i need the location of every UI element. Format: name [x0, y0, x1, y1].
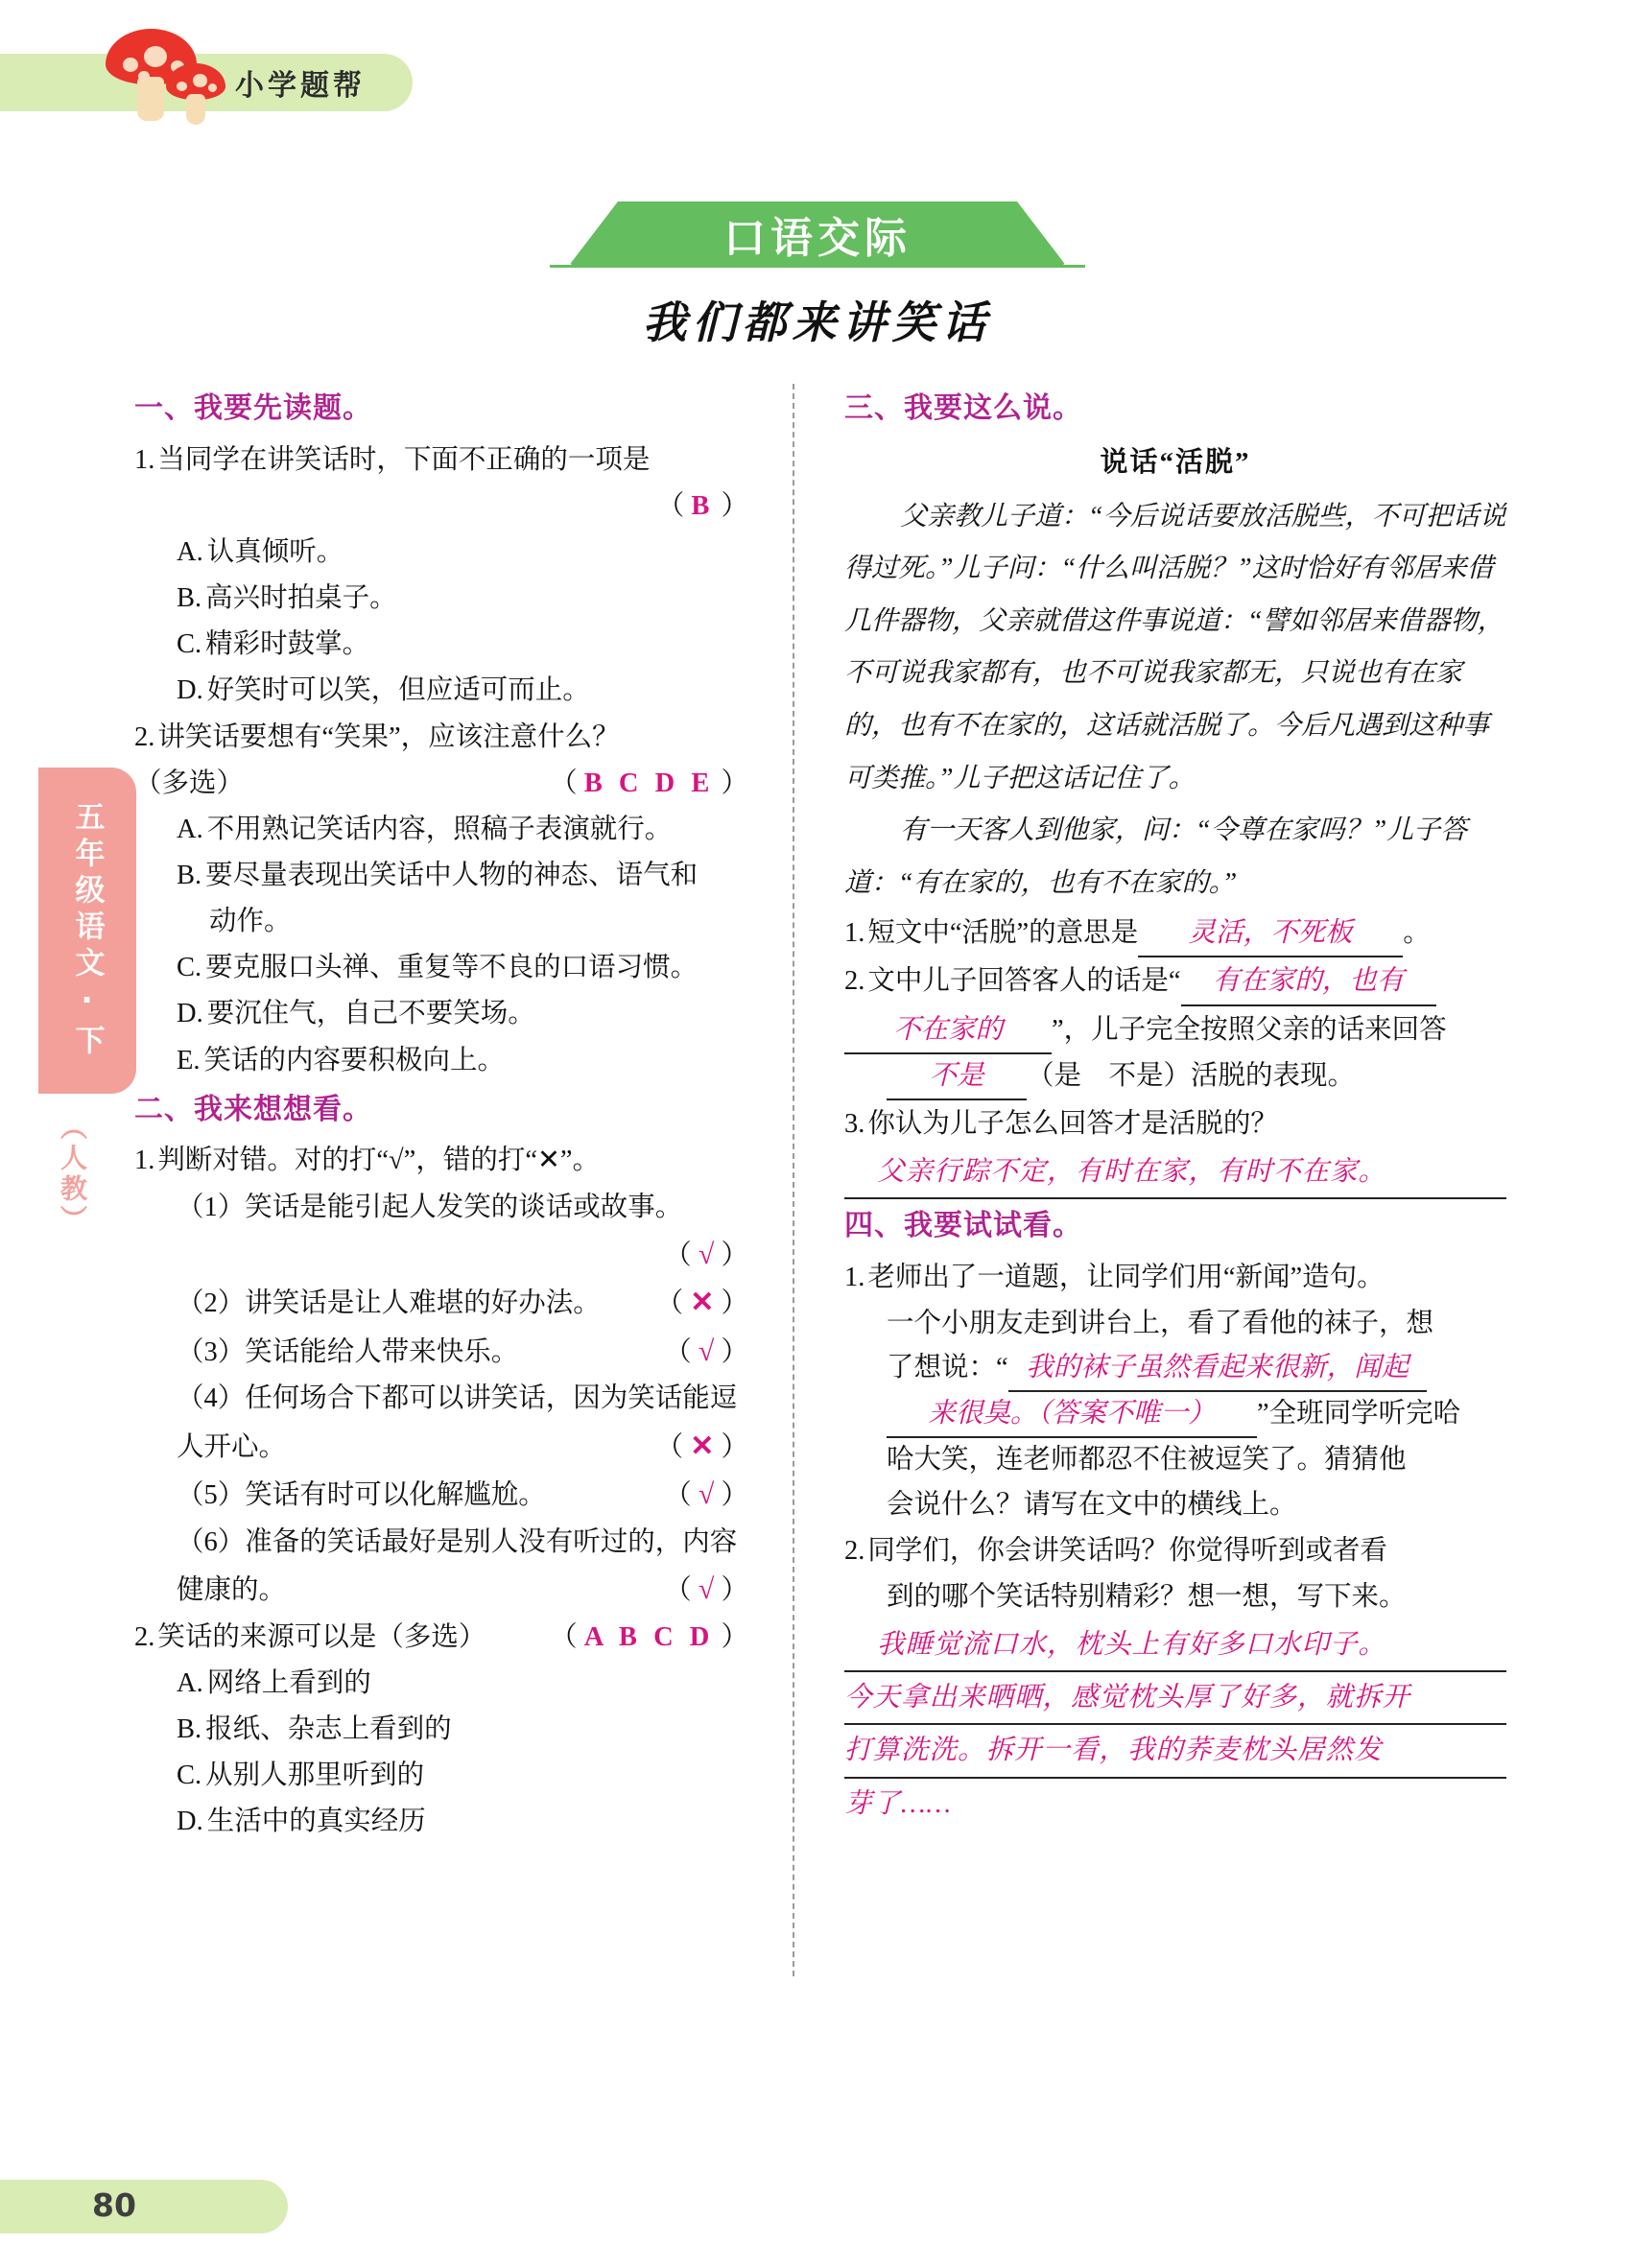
judgement-mark-bracket — [134, 1232, 748, 1279]
question-4-2-line2: 到的哪个笑话特别精彩？想一想，写下来。 — [887, 1581, 1407, 1612]
answer-value: B — [691, 490, 715, 521]
option-item — [177, 669, 748, 713]
item-text-continued: 健康的。 — [177, 1574, 287, 1605]
item-number: （1） — [177, 1192, 246, 1222]
column-divider — [793, 384, 794, 1976]
question-2-1 — [134, 1139, 748, 1183]
question-text: 当同学在讲笑话时，下面不正确的一项是 — [157, 444, 651, 475]
option-label: C. — [177, 629, 202, 660]
left-column — [134, 382, 748, 1846]
question-1-2-subline — [134, 762, 748, 806]
judgement-mark: √ — [698, 1478, 715, 1511]
story-paragraph-1: 父亲教儿子道：“今后说话要放活脱些，不可把话说得过死。”儿子问：“什么叫活脱？”这时恰好有邻居来借几件器物，父亲就借这件事说道：“譬如邻居来借器物，不可说我家都有，也不可说我家都无，只说也有在家的，也有不在家的，这话就活脱了。今后凡遇到这种事可类推。”儿子把这话记住了。 — [844, 501, 1506, 793]
option-text: 高兴时拍桌子。 — [205, 583, 397, 614]
bracket-close: ） — [721, 768, 748, 798]
judgement-item-continued — [177, 1567, 748, 1614]
judgement-mark-bracket — [664, 1472, 748, 1519]
item-text: 讲笑话是让人难堪的好办法。 — [245, 1288, 601, 1319]
option-text: 笑话的内容要积极向上。 — [203, 1045, 506, 1075]
option-item — [177, 808, 748, 852]
option-text: 认真倾听。 — [206, 536, 344, 567]
question-text-post: 。 — [1403, 918, 1431, 949]
side-tab-edition-label: （人教） — [57, 1113, 88, 1236]
item-text: 笑话有时可以化解尴尬。 — [245, 1480, 546, 1511]
option-item — [177, 1708, 748, 1752]
answer-blank[interactable]: 有在家的，也有 — [1181, 959, 1436, 1005]
question-4-1 — [844, 1256, 1506, 1300]
judgement-item — [177, 1377, 748, 1421]
answer-blank-line[interactable]: 我睡觉流口水，枕头上有好多口水印子。 — [844, 1621, 1506, 1672]
question-text-pre: 了想说：“ — [887, 1353, 1008, 1383]
option-text: 网络上看到的 — [206, 1667, 371, 1698]
option-item — [177, 992, 748, 1036]
item-text: 任何场合下都可以讲笑话，因为笑话能逗 — [245, 1383, 738, 1414]
judgement-item — [177, 1472, 748, 1519]
item-body — [177, 1282, 601, 1326]
mushroom-stem — [137, 77, 164, 121]
bracket-close: ） — [721, 1480, 748, 1511]
story-paragraph-2: 有一天客人到他家，问：“令尊在家吗？”儿子答道：“有在家的，也有不在家的。” — [844, 815, 1468, 898]
answer-blank[interactable]: 不是 — [887, 1054, 1027, 1100]
option-text: 要沉住气，自己不要笑场。 — [206, 999, 535, 1029]
option-label: D. — [177, 999, 203, 1029]
mushroom-stem — [186, 94, 205, 125]
question-text: 判断对错。对的打“√”，错的打“✕”。 — [157, 1146, 600, 1176]
option-label: A. — [177, 536, 203, 567]
question-4-2 — [844, 1529, 1506, 1573]
answer-blank[interactable]: 我的袜子虽然看起来很新，闻起 — [1008, 1346, 1427, 1392]
option-text: 报纸、杂志上看到的 — [205, 1713, 452, 1744]
banner-underline — [550, 265, 1085, 268]
option-text: 从别人那里听到的 — [205, 1760, 425, 1791]
question-1-1 — [134, 438, 748, 483]
bracket-open: （ — [550, 1621, 578, 1652]
bracket-open: （ — [664, 1336, 692, 1367]
item-number: （3） — [177, 1336, 246, 1367]
option-label: C. — [177, 953, 202, 983]
mushroom-spot — [138, 71, 150, 82]
section-heading-1: 一、我要先读题。 — [134, 391, 372, 425]
question-number: 2. — [844, 966, 865, 997]
question-number: 1. — [134, 1146, 155, 1176]
option-text: 精彩时鼓掌。 — [205, 629, 370, 660]
judgement-mark: √ — [698, 1572, 715, 1605]
question-text: 笑话的来源可以是（多选） — [157, 1621, 486, 1652]
option-item — [177, 1039, 748, 1083]
mushroom-spot — [144, 46, 167, 67]
option-label: A. — [177, 814, 203, 844]
question-3-2-line2 — [844, 1008, 1506, 1054]
judgement-item — [177, 1521, 748, 1565]
mushroom-spot — [123, 58, 138, 72]
question-body — [867, 959, 1506, 1005]
question-number: 2. — [134, 1621, 155, 1652]
item-text: 笑话是能引起人发笑的谈话或故事。 — [245, 1192, 683, 1222]
answer-blank[interactable]: 不在家的 — [844, 1008, 1052, 1054]
question-4-1-line6: 会说什么？请写在文中的横线上。 — [887, 1489, 1297, 1520]
question-number: 1. — [134, 444, 155, 475]
judgement-item — [177, 1186, 748, 1230]
answer-blank-line[interactable]: 今天拿出来晒晒，感觉枕头厚了好多，就拆开 — [844, 1674, 1506, 1725]
multi-select-note: （多选） — [134, 768, 245, 798]
option-text: 生活中的真实经历 — [206, 1807, 426, 1837]
question-text: 讲笑话要想有“笑果”，应该注意什么？ — [157, 721, 620, 752]
answer-blank-line[interactable]: 芽了…… — [844, 1788, 952, 1819]
bracket-open: （ — [655, 1288, 684, 1319]
bracket-open: （ — [664, 1574, 692, 1605]
question-text: 你认为儿子怎么回答才是活脱的？ — [867, 1108, 1278, 1139]
option-label: D. — [177, 1807, 203, 1837]
judgement-mark-bracket — [664, 1329, 748, 1376]
bracket-close: ） — [721, 490, 748, 521]
judgement-item — [177, 1329, 748, 1376]
option-item — [177, 1754, 748, 1798]
option-label: B. — [177, 1713, 202, 1744]
question-number: 1. — [844, 918, 865, 949]
mushroom-spot — [193, 74, 207, 87]
question-body — [134, 1616, 485, 1660]
answer-blank-line[interactable]: 打算洗洗。拆开一看，我的荞麦枕头居然发 — [844, 1727, 1506, 1778]
option-label: B. — [177, 861, 202, 890]
option-item — [177, 623, 748, 667]
option-item — [177, 1662, 748, 1706]
bracket-close: ） — [721, 1574, 748, 1605]
question-4-1-line3 — [887, 1346, 1506, 1392]
page-number: 80 — [92, 2186, 136, 2224]
bracket-close: ） — [721, 1431, 748, 1462]
question-2-2 — [134, 1616, 748, 1660]
question-body — [867, 911, 1506, 957]
question-number: 1. — [844, 1262, 865, 1292]
bracket-open: （ — [656, 490, 685, 521]
question-text-post: ”全班同学听完哈 — [1257, 1399, 1461, 1429]
question-text-post: （是 不是）活脱的表现。 — [1027, 1060, 1356, 1091]
question-number: 3. — [844, 1108, 865, 1139]
bracket-open: （ — [655, 1431, 684, 1462]
item-number: （5） — [177, 1480, 246, 1511]
question-text: 同学们，你会讲笑话吗？你觉得听到或者看 — [867, 1535, 1387, 1566]
answer-bracket-2-2 — [550, 1616, 748, 1660]
answer-value: B C D E — [583, 768, 715, 798]
answer-bracket-1-2 — [550, 762, 748, 806]
judgement-mark-bracket — [664, 1567, 748, 1614]
mushroom-spot — [177, 82, 187, 91]
judgement-mark-bracket — [656, 1424, 748, 1471]
bracket-open: （ — [664, 1240, 692, 1270]
question-3-2 — [844, 959, 1506, 1005]
option-item — [177, 577, 748, 621]
option-label: B. — [177, 583, 202, 614]
side-tab-grade-label: 五年级语文·下 — [38, 768, 136, 1094]
question-4-1-line4 — [887, 1392, 1506, 1438]
option-item — [177, 531, 748, 575]
judgement-mark: √ — [698, 1335, 715, 1367]
answer-blank-line[interactable]: 父亲行踪不定，有时在家，有时不在家。 — [844, 1148, 1506, 1199]
item-number: （2） — [177, 1288, 246, 1319]
section-heading-4: 四、我要试试看。 — [844, 1209, 1082, 1243]
section-heading-3: 三、我要这么说。 — [844, 391, 1082, 425]
answer-bracket-1-1 — [134, 484, 748, 529]
question-3-3 — [844, 1102, 1506, 1146]
answer-value: A B C D — [583, 1621, 715, 1652]
item-body — [177, 1474, 546, 1518]
option-text: 不用熟记笑话内容，照稿子表演就行。 — [206, 814, 673, 844]
option-item — [177, 1800, 748, 1844]
option-label: D. — [177, 675, 203, 706]
judgement-mark: ✕ — [690, 1429, 715, 1462]
option-text: 要克服口头禅、重复等不良的口语习惯。 — [205, 953, 699, 983]
question-1-2 — [134, 716, 748, 760]
item-text: 笑话能给人带来快乐。 — [245, 1336, 519, 1367]
question-text: 短文中“活脱”的意思是 — [867, 918, 1139, 949]
question-text-mid: ”，儿子完全按照父亲的话来回答 — [1052, 1014, 1447, 1045]
bracket-close: ） — [721, 1288, 748, 1319]
question-text: 老师出了一道题，让同学们用“新闻”造句。 — [867, 1262, 1385, 1292]
bracket-close: ） — [721, 1621, 748, 1652]
question-4-1-line5: 哈大笑，连老师都忍不住被逗笑了。猜猜他 — [887, 1445, 1407, 1476]
item-number: （6） — [177, 1526, 246, 1557]
section-heading-2: 二、我来想想看。 — [134, 1092, 372, 1126]
mushroom-icon — [166, 63, 225, 121]
brand-label: 小学题帮 — [235, 69, 366, 103]
option-item — [177, 854, 748, 898]
judgement-item — [177, 1280, 748, 1327]
answer-blank[interactable]: 来很臭。（答案不唯一） — [887, 1392, 1257, 1438]
story-title: 说话“活脱” — [1100, 446, 1251, 478]
judgement-item-continued — [177, 1424, 748, 1471]
question-text: 文中儿子回答客人的话是“ — [867, 966, 1181, 997]
item-body — [177, 1331, 518, 1375]
option-item — [177, 946, 748, 990]
judgement-mark: ✕ — [690, 1287, 715, 1319]
item-number: （4） — [177, 1383, 246, 1414]
banner-title: 口语交际 — [723, 214, 912, 263]
lesson-title: 我们都来讲笑话 — [642, 298, 992, 347]
item-text-continued: 人开心。 — [177, 1431, 287, 1462]
judgement-mark-bracket — [656, 1280, 748, 1327]
question-number: 2. — [844, 1535, 865, 1566]
bracket-close: ） — [721, 1336, 748, 1367]
item-text: 准备的笑话最好是别人没有听过的，内容 — [245, 1526, 738, 1557]
bracket-open: （ — [664, 1480, 692, 1511]
bracket-open: （ — [550, 768, 578, 798]
option-label: A. — [177, 1667, 203, 1698]
right-column — [844, 382, 1506, 1831]
question-3-2-line3 — [887, 1054, 1506, 1100]
option-text-continued: 动作。 — [209, 907, 292, 937]
option-label: C. — [177, 1760, 202, 1791]
option-text: 要尽量表现出笑话中人物的神态、语气和 — [205, 861, 699, 890]
question-number: 2. — [134, 721, 155, 752]
option-text: 好笑时可以笑，但应适可而止。 — [206, 675, 590, 706]
option-label: E. — [177, 1045, 201, 1075]
mushroom-spot — [208, 83, 217, 92]
bracket-close: ） — [721, 1240, 748, 1270]
judgement-mark: √ — [698, 1238, 715, 1270]
answer-blank[interactable]: 灵活，不死板 — [1138, 911, 1403, 957]
question-4-1-line2: 一个小朋友走到讲台上，看了看他的袜子，想 — [887, 1309, 1434, 1338]
page-footer-bar — [0, 2180, 288, 2233]
question-3-1 — [844, 911, 1506, 957]
category-banner — [568, 201, 1067, 267]
